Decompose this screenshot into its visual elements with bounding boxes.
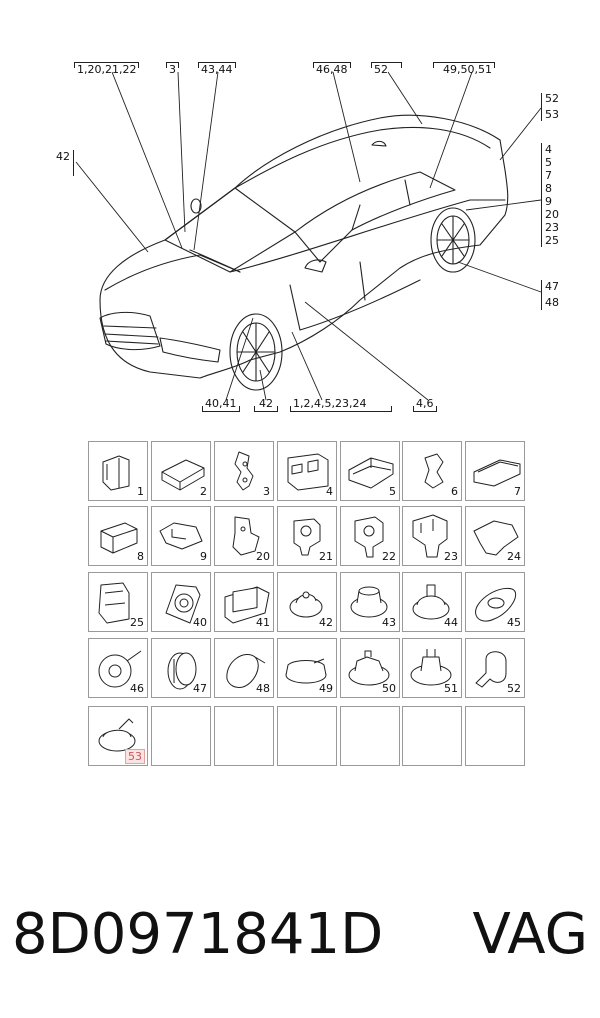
callout-49-50-51: 49,50,51 xyxy=(433,62,495,76)
part-cell-46 xyxy=(88,638,148,698)
part-cell-51 xyxy=(402,638,462,698)
part-cell-41 xyxy=(214,572,274,632)
part-number-label: 47 xyxy=(193,682,207,695)
part-number-label: 23 xyxy=(444,550,458,563)
callout-3: 3 xyxy=(166,62,179,76)
part-number-label: 5 xyxy=(389,485,396,498)
part-number-label: 24 xyxy=(507,550,521,563)
callout-4-6: 4,6 xyxy=(413,398,437,412)
part-cell-40 xyxy=(151,572,211,632)
car-exploded-diagram xyxy=(0,0,600,420)
part-number-label: 51 xyxy=(444,682,458,695)
part-number-label: 50 xyxy=(382,682,396,695)
part-number-label: 1 xyxy=(137,485,144,498)
part-number-label: 3 xyxy=(263,485,270,498)
part-number-label: 9 xyxy=(200,550,207,563)
empty-cell xyxy=(340,706,400,766)
part-number-label: 52 xyxy=(507,682,521,695)
part-cell-20 xyxy=(214,506,274,566)
part-number: 8D0971841D xyxy=(12,902,384,967)
empty-cell xyxy=(402,706,462,766)
callout-right-list: 4 5 7 8 9 20 23 25 xyxy=(541,143,559,247)
part-cell-9 xyxy=(151,506,211,566)
part-cell-8 xyxy=(88,506,148,566)
part-number-label: 4 xyxy=(326,485,333,498)
part-cell-50 xyxy=(340,638,400,698)
part-number-label: 45 xyxy=(507,616,521,629)
callout-40-41: 40,41 xyxy=(202,398,240,412)
part-cell-24 xyxy=(465,506,525,566)
part-number-label: 49 xyxy=(319,682,333,695)
part-cell-3 xyxy=(214,441,274,501)
callout-52: 52 xyxy=(371,62,402,76)
part-number-label: 46 xyxy=(130,682,144,695)
callout-46-48: 46,48 xyxy=(313,62,351,76)
part-number-label: 41 xyxy=(256,616,270,629)
part-cell-1 xyxy=(88,441,148,501)
part-number-label: 40 xyxy=(193,616,207,629)
part-cell-6 xyxy=(402,441,462,501)
part-cell-53 xyxy=(88,706,148,766)
part-number-label: 20 xyxy=(256,550,270,563)
part-cell-22 xyxy=(340,506,400,566)
part-cell-47 xyxy=(151,638,211,698)
callout-left-42: 42 xyxy=(56,150,74,176)
part-cell-7 xyxy=(465,441,525,501)
part-number-label: 21 xyxy=(319,550,333,563)
part-cell-45 xyxy=(465,572,525,632)
part-number-label: 6 xyxy=(451,485,458,498)
part-number-footer xyxy=(12,900,588,970)
callout-bottom-42: 42 xyxy=(254,398,278,412)
parts-grid xyxy=(88,441,525,768)
part-number-label: 44 xyxy=(444,616,458,629)
empty-cell xyxy=(277,706,337,766)
part-cell-52 xyxy=(465,638,525,698)
part-number-label: 53 xyxy=(125,749,145,764)
part-number-label: 22 xyxy=(382,550,396,563)
part-cell-21 xyxy=(277,506,337,566)
part-cell-44 xyxy=(402,572,462,632)
part-number-label: 42 xyxy=(319,616,333,629)
part-cell-2 xyxy=(151,441,211,501)
part-cell-49 xyxy=(277,638,337,698)
part-cell-23 xyxy=(402,506,462,566)
empty-cell xyxy=(465,706,525,766)
callout-right-52-53: 52 53 xyxy=(541,93,559,121)
brand-label: VAG xyxy=(472,902,588,967)
part-cell-5 xyxy=(340,441,400,501)
callout-43-44: 43,44 xyxy=(198,62,236,76)
callout-right-47-48: 47 48 xyxy=(541,280,559,310)
part-cell-25 xyxy=(88,572,148,632)
part-number-label: 25 xyxy=(130,616,144,629)
part-number-label: 7 xyxy=(514,485,521,498)
part-number-label: 8 xyxy=(137,550,144,563)
part-number-label: 43 xyxy=(382,616,396,629)
empty-cell xyxy=(151,706,211,766)
part-cell-42 xyxy=(277,572,337,632)
part-number-label: 2 xyxy=(200,485,207,498)
part-cell-43 xyxy=(340,572,400,632)
part-cell-4 xyxy=(277,441,337,501)
empty-cell xyxy=(214,706,274,766)
callout-1-20-21-22: 1,20,21,22 xyxy=(74,62,139,76)
callout-1-2-4-5-23-24: 1,2,4,5,23,24 xyxy=(290,398,392,412)
part-number-label: 48 xyxy=(256,682,270,695)
part-cell-48 xyxy=(214,638,274,698)
